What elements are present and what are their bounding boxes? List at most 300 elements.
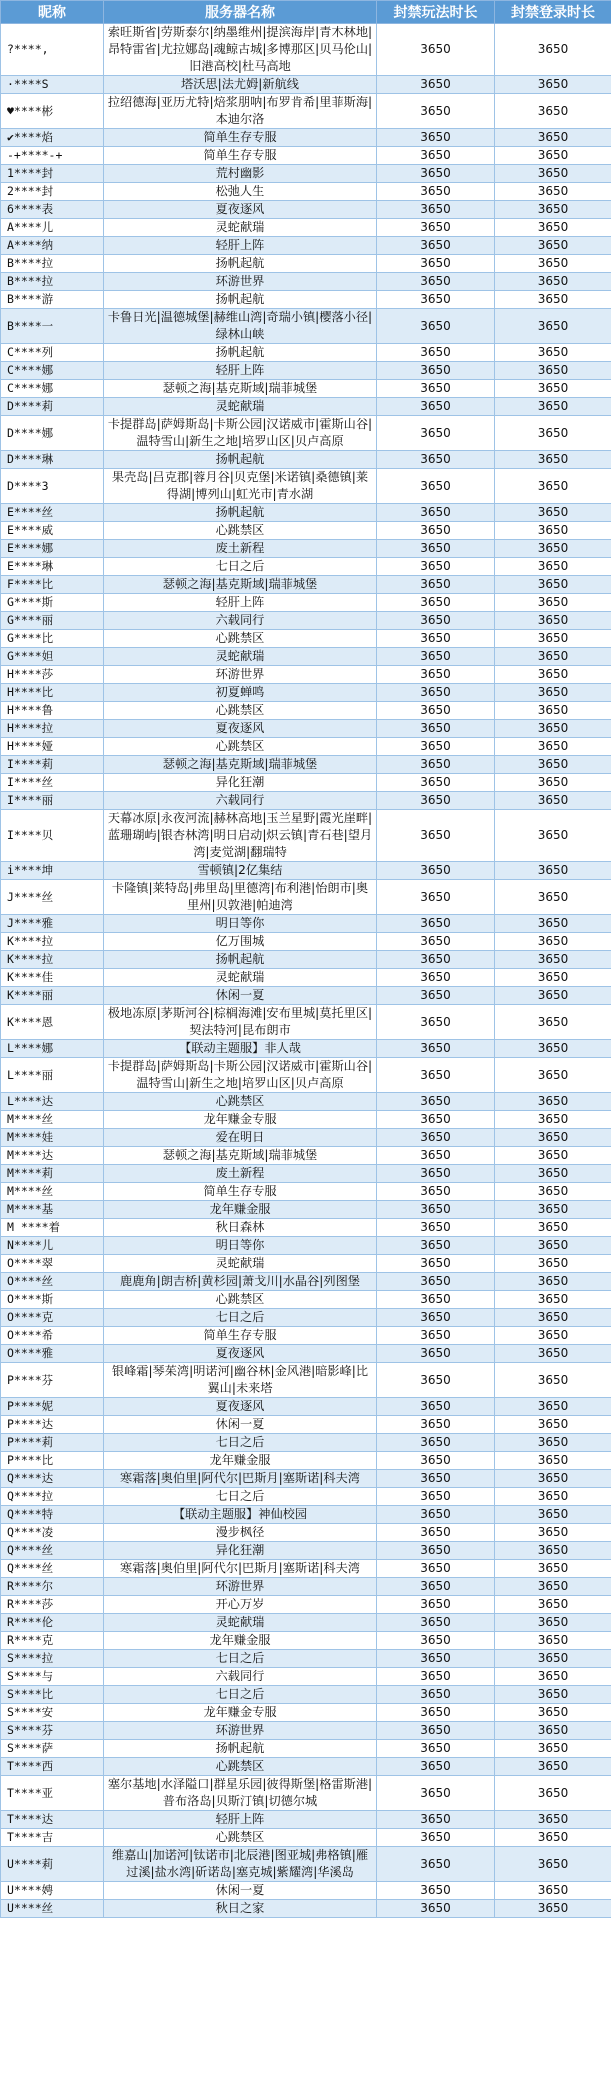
- cell-server: 心跳禁区: [104, 738, 377, 756]
- table-row: [1, 558, 611, 576]
- cell-server: 心跳禁区: [104, 630, 377, 648]
- cell-server: 秋日之家: [104, 1900, 377, 1918]
- table-row: [1, 344, 611, 362]
- cell-ban-play: 3650: [377, 201, 495, 219]
- cell-nickname: P****妮: [1, 1398, 104, 1416]
- cell-nickname: L****达: [1, 1093, 104, 1111]
- table-row: [1, 1560, 611, 1578]
- cell-nickname: G****斯: [1, 594, 104, 612]
- cell-ban-login: 3650: [495, 1273, 611, 1291]
- cell-server: 七日之后: [104, 558, 377, 576]
- table-row: [1, 1005, 611, 1040]
- cell-nickname: ?****‚: [1, 24, 104, 76]
- table-row: [1, 165, 611, 183]
- cell-ban-play: 3650: [377, 1578, 495, 1596]
- cell-nickname: 2****封: [1, 183, 104, 201]
- cell-server: 【联动主题服】神仙校园: [104, 1506, 377, 1524]
- cell-nickname: T****达: [1, 1811, 104, 1829]
- cell-server: 异化狂潮: [104, 774, 377, 792]
- cell-server: 寒霜落|奥伯里|阿代尔|巴斯月|塞斯诺|科夫湾: [104, 1470, 377, 1488]
- cell-nickname: U****丝: [1, 1900, 104, 1918]
- cell-ban-login: 3650: [495, 1542, 611, 1560]
- cell-ban-play: 3650: [377, 1237, 495, 1255]
- cell-ban-login: 3650: [495, 1005, 611, 1040]
- cell-ban-login: 3650: [495, 756, 611, 774]
- cell-ban-login: 3650: [495, 237, 611, 255]
- cell-ban-play: 3650: [377, 147, 495, 165]
- cell-nickname: K****拉: [1, 933, 104, 951]
- cell-nickname: J****雅: [1, 915, 104, 933]
- table-row: [1, 1040, 611, 1058]
- cell-nickname: C****列: [1, 344, 104, 362]
- cell-server: 亿万围城: [104, 933, 377, 951]
- table-row: [1, 1273, 611, 1291]
- cell-ban-play: 3650: [377, 24, 495, 76]
- cell-ban-login: 3650: [495, 862, 611, 880]
- cell-nickname: T****吉: [1, 1829, 104, 1847]
- cell-ban-login: 3650: [495, 1704, 611, 1722]
- cell-ban-login: 3650: [495, 451, 611, 469]
- header-ban-play: 封禁玩法时长: [377, 1, 495, 24]
- cell-ban-login: 3650: [495, 1740, 611, 1758]
- cell-ban-login: 3650: [495, 1776, 611, 1811]
- cell-server: 七日之后: [104, 1686, 377, 1704]
- table-row: [1, 756, 611, 774]
- cell-server: 瑟顿之海|基克斯域|瑞菲城堡: [104, 576, 377, 594]
- cell-nickname: C****娜: [1, 380, 104, 398]
- cell-nickname: K****佳: [1, 969, 104, 987]
- cell-nickname: ♥****彬: [1, 94, 104, 129]
- cell-ban-play: 3650: [377, 344, 495, 362]
- table-row: [1, 1416, 611, 1434]
- cell-ban-play: 3650: [377, 1847, 495, 1882]
- cell-ban-login: 3650: [495, 612, 611, 630]
- cell-server: 扬帆起航: [104, 1740, 377, 1758]
- cell-nickname: D****莉: [1, 398, 104, 416]
- cell-nickname: O****雅: [1, 1345, 104, 1363]
- cell-ban-login: 3650: [495, 933, 611, 951]
- table-row: [1, 1578, 611, 1596]
- cell-server: 扬帆起航: [104, 291, 377, 309]
- cell-nickname: R****克: [1, 1632, 104, 1650]
- cell-server: 六载同行: [104, 612, 377, 630]
- table-row: [1, 862, 611, 880]
- cell-ban-login: 3650: [495, 1632, 611, 1650]
- cell-ban-login: 3650: [495, 666, 611, 684]
- cell-ban-play: 3650: [377, 594, 495, 612]
- cell-ban-play: 3650: [377, 880, 495, 915]
- cell-ban-login: 3650: [495, 362, 611, 380]
- cell-nickname: O****斯: [1, 1291, 104, 1309]
- cell-ban-login: 3650: [495, 1058, 611, 1093]
- cell-nickname: L****丽: [1, 1058, 104, 1093]
- table-row: [1, 1668, 611, 1686]
- cell-nickname: M****达: [1, 1147, 104, 1165]
- cell-ban-login: 3650: [495, 702, 611, 720]
- cell-ban-play: 3650: [377, 1758, 495, 1776]
- cell-ban-login: 3650: [495, 558, 611, 576]
- cell-ban-login: 3650: [495, 1882, 611, 1900]
- table-row: [1, 969, 611, 987]
- cell-ban-login: 3650: [495, 380, 611, 398]
- cell-server: 维嘉山|加诺河|钛诺市|北辰港|图亚城|弗格镇|雁过溪|盐水湾|斫诺岛|塞克城|紫耀湾|华溪岛: [104, 1847, 377, 1882]
- cell-nickname: T****亚: [1, 1776, 104, 1811]
- cell-ban-play: 3650: [377, 933, 495, 951]
- cell-server: 龙年赚金专服: [104, 1111, 377, 1129]
- cell-ban-play: 3650: [377, 1255, 495, 1273]
- cell-server: 瑟顿之海|基克斯域|瑞菲城堡: [104, 1147, 377, 1165]
- cell-ban-play: 3650: [377, 738, 495, 756]
- cell-ban-login: 3650: [495, 720, 611, 738]
- cell-nickname: U****娉: [1, 1882, 104, 1900]
- cell-ban-play: 3650: [377, 1219, 495, 1237]
- table-row: [1, 1650, 611, 1668]
- cell-server: 天幕冰原|永夜河流|赫林高地|玉兰星野|霞光崖畔|蓝珊瑚屿|银杏林湾|明日启动|炽云镇|青石巷|望月湾|麦觉湖|翻瑞特: [104, 810, 377, 862]
- cell-ban-play: 3650: [377, 1632, 495, 1650]
- cell-server: 废土新程: [104, 1165, 377, 1183]
- cell-ban-login: 3650: [495, 1811, 611, 1829]
- cell-nickname: H****拉: [1, 720, 104, 738]
- table-row: [1, 522, 611, 540]
- cell-ban-play: 3650: [377, 612, 495, 630]
- cell-nickname: M****丝: [1, 1183, 104, 1201]
- table-row: [1, 201, 611, 219]
- cell-nickname: P****达: [1, 1416, 104, 1434]
- cell-ban-play: 3650: [377, 576, 495, 594]
- cell-server: 银峰霜|琴茱湾|明诺河|幽谷林|金风港|暗影峰|比翼山|未来塔: [104, 1363, 377, 1398]
- cell-nickname: Q****达: [1, 1470, 104, 1488]
- cell-ban-login: 3650: [495, 1398, 611, 1416]
- cell-nickname: T****西: [1, 1758, 104, 1776]
- cell-server: 果壳岛|吕克郡|蓉月谷|贝克堡|米诺镇|桑德镇|莱得湖|博列山|虹光市|青水湖: [104, 469, 377, 504]
- header-nickname: 昵称: [1, 1, 104, 24]
- table-row: [1, 666, 611, 684]
- cell-ban-login: 3650: [495, 1686, 611, 1704]
- table-row: [1, 24, 611, 76]
- cell-ban-login: 3650: [495, 1668, 611, 1686]
- cell-ban-login: 3650: [495, 1524, 611, 1542]
- cell-ban-play: 3650: [377, 1058, 495, 1093]
- cell-server: 心跳禁区: [104, 1291, 377, 1309]
- cell-ban-login: 3650: [495, 1722, 611, 1740]
- cell-server: 龙年赚金服: [104, 1632, 377, 1650]
- table-row: [1, 987, 611, 1005]
- cell-ban-login: 3650: [495, 630, 611, 648]
- cell-ban-play: 3650: [377, 183, 495, 201]
- cell-server: 扬帆起航: [104, 504, 377, 522]
- cell-nickname: E****威: [1, 522, 104, 540]
- cell-ban-play: 3650: [377, 1542, 495, 1560]
- cell-ban-play: 3650: [377, 416, 495, 451]
- cell-ban-login: 3650: [495, 24, 611, 76]
- cell-ban-play: 3650: [377, 1201, 495, 1219]
- cell-ban-play: 3650: [377, 702, 495, 720]
- table-row: [1, 792, 611, 810]
- cell-server: 心跳禁区: [104, 1758, 377, 1776]
- cell-nickname: E****娜: [1, 540, 104, 558]
- cell-ban-play: 3650: [377, 237, 495, 255]
- cell-nickname: Q****拉: [1, 1488, 104, 1506]
- cell-ban-login: 3650: [495, 522, 611, 540]
- cell-nickname: 1****封: [1, 165, 104, 183]
- table-row: [1, 76, 611, 94]
- cell-server: 灵蛇献瑞: [104, 1255, 377, 1273]
- cell-nickname: D****3: [1, 469, 104, 504]
- table-row: [1, 451, 611, 469]
- cell-ban-login: 3650: [495, 1219, 611, 1237]
- cell-ban-play: 3650: [377, 756, 495, 774]
- cell-server: 心跳禁区: [104, 702, 377, 720]
- cell-nickname: B****拉: [1, 255, 104, 273]
- table-body: [1, 24, 611, 1918]
- cell-ban-play: 3650: [377, 1147, 495, 1165]
- cell-ban-play: 3650: [377, 1470, 495, 1488]
- cell-ban-login: 3650: [495, 219, 611, 237]
- table-row: [1, 416, 611, 451]
- cell-ban-play: 3650: [377, 1614, 495, 1632]
- table-row: [1, 1165, 611, 1183]
- cell-nickname: B****拉: [1, 273, 104, 291]
- cell-server: 索旺斯省|劳斯泰尔|纳墨维州|提滨海岸|青木林地|昂特雷省|尤拉娜岛|魂鲸古城|多博那区|贝马伦山|旧港高校|杜马高地: [104, 24, 377, 76]
- cell-server: 灵蛇献瑞: [104, 398, 377, 416]
- cell-server: 六载同行: [104, 1668, 377, 1686]
- cell-ban-play: 3650: [377, 1309, 495, 1327]
- cell-nickname: M****基: [1, 1201, 104, 1219]
- table-row: [1, 810, 611, 862]
- cell-nickname: Q****凌: [1, 1524, 104, 1542]
- cell-server: 环游世界: [104, 666, 377, 684]
- cell-ban-play: 3650: [377, 951, 495, 969]
- cell-ban-play: 3650: [377, 1363, 495, 1398]
- table-row: [1, 1452, 611, 1470]
- cell-ban-login: 3650: [495, 648, 611, 666]
- cell-server: 卡提群岛|萨姆斯岛|卡斯公园|汉诺威市|霍斯山谷|温特雪山|新生之地|培罗山区|贝卢高原: [104, 416, 377, 451]
- table-row: [1, 1524, 611, 1542]
- cell-ban-play: 3650: [377, 362, 495, 380]
- cell-ban-login: 3650: [495, 1758, 611, 1776]
- table-row: [1, 1237, 611, 1255]
- cell-ban-login: 3650: [495, 1345, 611, 1363]
- cell-server: 异化狂潮: [104, 1542, 377, 1560]
- cell-server: 灵蛇献瑞: [104, 969, 377, 987]
- cell-server: 松弛人生: [104, 183, 377, 201]
- cell-ban-login: 3650: [495, 94, 611, 129]
- cell-nickname: 6****表: [1, 201, 104, 219]
- cell-ban-login: 3650: [495, 147, 611, 165]
- cell-ban-play: 3650: [377, 1005, 495, 1040]
- cell-nickname: B****一: [1, 309, 104, 344]
- cell-ban-login: 3650: [495, 576, 611, 594]
- cell-server: 扬帆起航: [104, 255, 377, 273]
- cell-server: 寒霜落|奥伯里|阿代尔|巴斯月|塞斯诺|科夫湾: [104, 1560, 377, 1578]
- cell-nickname: H****鲁: [1, 702, 104, 720]
- cell-nickname: Q****特: [1, 1506, 104, 1524]
- cell-ban-play: 3650: [377, 1704, 495, 1722]
- cell-ban-play: 3650: [377, 398, 495, 416]
- cell-ban-login: 3650: [495, 969, 611, 987]
- cell-ban-login: 3650: [495, 398, 611, 416]
- cell-nickname: I****丝: [1, 774, 104, 792]
- cell-ban-play: 3650: [377, 1327, 495, 1345]
- table-row: [1, 380, 611, 398]
- table-row: [1, 1183, 611, 1201]
- cell-server: 荒村幽影: [104, 165, 377, 183]
- table-row: [1, 1829, 611, 1847]
- cell-nickname: S****拉: [1, 1650, 104, 1668]
- table-row: [1, 880, 611, 915]
- cell-server: 扬帆起航: [104, 451, 377, 469]
- cell-ban-login: 3650: [495, 915, 611, 933]
- table-row: [1, 147, 611, 165]
- cell-server: 夏夜逐风: [104, 201, 377, 219]
- table-row: [1, 1327, 611, 1345]
- cell-server: 心跳禁区: [104, 522, 377, 540]
- cell-nickname: C****娜: [1, 362, 104, 380]
- cell-server: 龙年赚金服: [104, 1201, 377, 1219]
- cell-nickname: ·****S: [1, 76, 104, 94]
- table-row: [1, 1147, 611, 1165]
- cell-ban-login: 3650: [495, 1488, 611, 1506]
- cell-nickname: A****纳: [1, 237, 104, 255]
- table-row: [1, 1309, 611, 1327]
- cell-ban-login: 3650: [495, 1434, 611, 1452]
- cell-nickname: I****贝: [1, 810, 104, 862]
- table-row: [1, 1291, 611, 1309]
- cell-ban-play: 3650: [377, 540, 495, 558]
- cell-nickname: I****莉: [1, 756, 104, 774]
- cell-ban-play: 3650: [377, 1345, 495, 1363]
- cell-nickname: ✔****焰: [1, 129, 104, 147]
- cell-server: 灵蛇献瑞: [104, 1614, 377, 1632]
- cell-ban-login: 3650: [495, 1093, 611, 1111]
- cell-ban-login: 3650: [495, 291, 611, 309]
- table-row: [1, 129, 611, 147]
- cell-ban-play: 3650: [377, 969, 495, 987]
- table-row: [1, 94, 611, 129]
- cell-nickname: G****妲: [1, 648, 104, 666]
- table-row: [1, 1111, 611, 1129]
- table-row: [1, 1722, 611, 1740]
- cell-ban-login: 3650: [495, 1363, 611, 1398]
- cell-ban-play: 3650: [377, 1111, 495, 1129]
- cell-server: 七日之后: [104, 1488, 377, 1506]
- cell-ban-play: 3650: [377, 1722, 495, 1740]
- cell-nickname: E****丝: [1, 504, 104, 522]
- cell-nickname: D****娜: [1, 416, 104, 451]
- cell-nickname: S****芬: [1, 1722, 104, 1740]
- table-row: [1, 219, 611, 237]
- cell-ban-play: 3650: [377, 1488, 495, 1506]
- table-row: [1, 237, 611, 255]
- cell-ban-play: 3650: [377, 1040, 495, 1058]
- table-row: [1, 1758, 611, 1776]
- table-row: [1, 1488, 611, 1506]
- cell-server: 初夏蝉鸣: [104, 684, 377, 702]
- cell-ban-play: 3650: [377, 1434, 495, 1452]
- cell-server: 环游世界: [104, 1722, 377, 1740]
- table-row: [1, 1129, 611, 1147]
- cell-server: 卡隆镇|莱特岛|弗里岛|里德湾|布利港|怡朗市|奥里州|贝敦港|帕迪湾: [104, 880, 377, 915]
- cell-nickname: K****恩: [1, 1005, 104, 1040]
- cell-server: 夏夜逐风: [104, 720, 377, 738]
- cell-ban-play: 3650: [377, 915, 495, 933]
- cell-nickname: R****尔: [1, 1578, 104, 1596]
- cell-ban-play: 3650: [377, 219, 495, 237]
- cell-server: 废土新程: [104, 540, 377, 558]
- cell-server: 极地冻原|茅斯河谷|棕榈海滩|安布里城|莫托里区|契法特河|昆布朗市: [104, 1005, 377, 1040]
- table-row: [1, 1201, 611, 1219]
- cell-nickname: H****比: [1, 684, 104, 702]
- cell-ban-play: 3650: [377, 1398, 495, 1416]
- table-row: [1, 1776, 611, 1811]
- cell-server: 轻肝上阵: [104, 594, 377, 612]
- cell-ban-login: 3650: [495, 1237, 611, 1255]
- table-row: [1, 1632, 611, 1650]
- cell-server: 塞尔基地|水泽隘口|群星乐园|彼得斯堡|格雷斯港|普布洛岛|贝斯汀镇|切德尔城: [104, 1776, 377, 1811]
- header-ban-login: 封禁登录时长: [495, 1, 611, 24]
- table-row: [1, 1345, 611, 1363]
- cell-ban-login: 3650: [495, 309, 611, 344]
- table-row: [1, 1596, 611, 1614]
- cell-server: 秋日森林: [104, 1219, 377, 1237]
- cell-ban-login: 3650: [495, 1147, 611, 1165]
- cell-server: 心跳禁区: [104, 1093, 377, 1111]
- cell-server: 龙年赚金服: [104, 1452, 377, 1470]
- cell-nickname: O****翠: [1, 1255, 104, 1273]
- table-row: [1, 1740, 611, 1758]
- table-row: [1, 469, 611, 504]
- cell-ban-login: 3650: [495, 1506, 611, 1524]
- table-row: [1, 594, 611, 612]
- table-header: [1, 1, 611, 24]
- cell-nickname: H****娅: [1, 738, 104, 756]
- cell-ban-play: 3650: [377, 1882, 495, 1900]
- cell-server: 环游世界: [104, 1578, 377, 1596]
- cell-ban-login: 3650: [495, 1829, 611, 1847]
- cell-ban-play: 3650: [377, 774, 495, 792]
- table-row: [1, 576, 611, 594]
- cell-nickname: P****莉: [1, 1434, 104, 1452]
- cell-ban-play: 3650: [377, 165, 495, 183]
- cell-nickname: Q****丝: [1, 1542, 104, 1560]
- cell-server: 休闲一夏: [104, 987, 377, 1005]
- cell-ban-play: 3650: [377, 469, 495, 504]
- table-row: [1, 309, 611, 344]
- cell-server: 灵蛇献瑞: [104, 219, 377, 237]
- cell-ban-play: 3650: [377, 987, 495, 1005]
- cell-nickname: F****比: [1, 576, 104, 594]
- cell-server: 简单生存专服: [104, 1327, 377, 1345]
- cell-ban-login: 3650: [495, 1201, 611, 1219]
- cell-ban-play: 3650: [377, 1668, 495, 1686]
- cell-ban-login: 3650: [495, 1255, 611, 1273]
- table-row: [1, 933, 611, 951]
- table-row: [1, 1614, 611, 1632]
- cell-ban-play: 3650: [377, 1740, 495, 1758]
- cell-server: 瑟顿之海|基克斯域|瑞菲城堡: [104, 756, 377, 774]
- table-row: [1, 1219, 611, 1237]
- cell-nickname: B****游: [1, 291, 104, 309]
- cell-ban-login: 3650: [495, 1040, 611, 1058]
- cell-server: 爱在明日: [104, 1129, 377, 1147]
- cell-ban-login: 3650: [495, 504, 611, 522]
- cell-ban-login: 3650: [495, 1111, 611, 1129]
- cell-server: 七日之后: [104, 1650, 377, 1668]
- cell-ban-login: 3650: [495, 1596, 611, 1614]
- cell-ban-play: 3650: [377, 1452, 495, 1470]
- cell-ban-play: 3650: [377, 94, 495, 129]
- cell-server: 轻肝上阵: [104, 1811, 377, 1829]
